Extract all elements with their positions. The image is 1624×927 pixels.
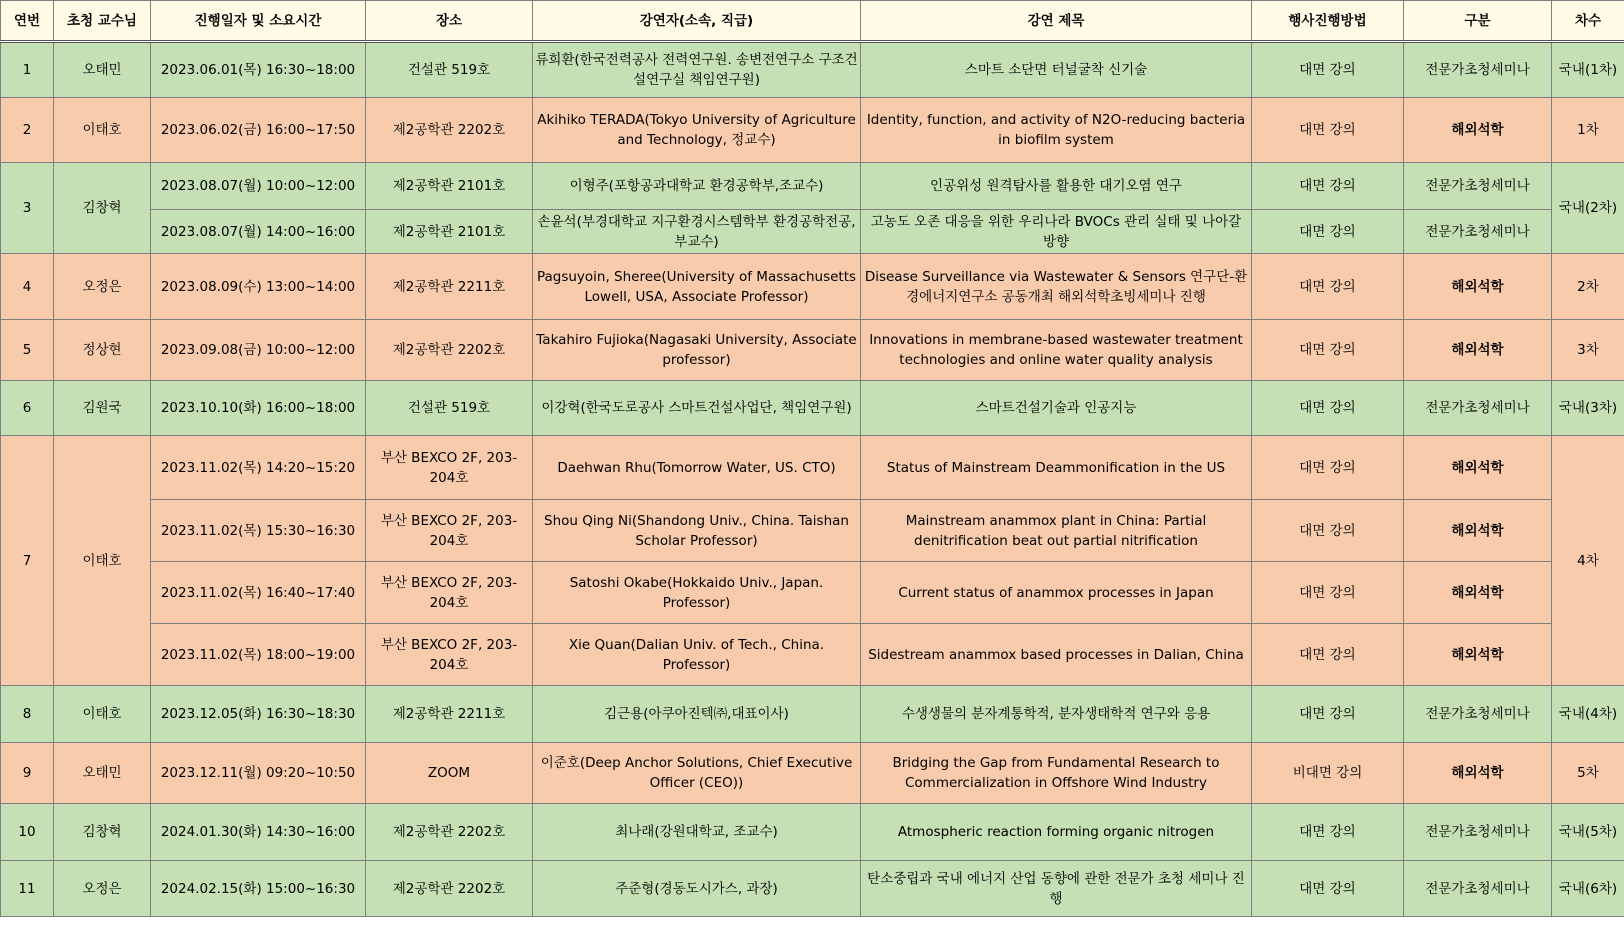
cell-category: 전문가초청세미나 [1404, 861, 1552, 917]
cell-round: 3차 [1552, 320, 1624, 381]
cell-place: 부산 BEXCO 2F, 203-204호 [366, 436, 533, 500]
cell-round: 국내(3차) [1552, 381, 1624, 436]
cell-date: 2023.11.02(목) 18:00~19:00 [151, 624, 366, 686]
cell-place: 부산 BEXCO 2F, 203-204호 [366, 500, 533, 562]
table-row [1, 804, 1624, 861]
cell-speaker: Shou Qing Ni(Shandong Univ., China. Taishan Scholar Professor) [533, 500, 861, 562]
cell-method: 대면 강의 [1252, 861, 1404, 917]
cell-prof: 김창혁 [54, 163, 151, 254]
cell-no: 5 [1, 320, 54, 381]
table-row [1, 562, 1624, 624]
cell-prof: 정상현 [54, 320, 151, 381]
cell-method: 대면 강의 [1252, 98, 1404, 163]
cell-category: 해외석학 [1404, 436, 1552, 500]
cell-date: 2023.08.07(월) 14:00~16:00 [151, 210, 366, 254]
header-row [1, 1, 1624, 42]
cell-round: 국내(6차) [1552, 861, 1624, 917]
cell-date: 2024.02.15(화) 15:00~16:30 [151, 861, 366, 917]
cell-title: 스마트 소단면 터널굴착 신기술 [861, 42, 1252, 98]
cell-date: 2023.11.02(목) 15:30~16:30 [151, 500, 366, 562]
cell-place: ZOOM [366, 743, 533, 804]
cell-round: 5차 [1552, 743, 1624, 804]
cell-date: 2023.09.08(금) 10:00~12:00 [151, 320, 366, 381]
cell-date: 2023.11.02(목) 14:20~15:20 [151, 436, 366, 500]
cell-prof: 오정은 [54, 254, 151, 320]
cell-category: 해외석학 [1404, 500, 1552, 562]
cell-method: 대면 강의 [1252, 686, 1404, 743]
cell-place: 부산 BEXCO 2F, 203-204호 [366, 562, 533, 624]
cell-prof: 이태호 [54, 98, 151, 163]
table-row [1, 381, 1624, 436]
cell-title: Bridging the Gap from Fundamental Research to Commercialization in Offshore Wind Industry [861, 743, 1252, 804]
cell-title: Disease Surveillance via Wastewater & Sensors 연구단-환경에너지연구소 공동개최 해외석학초빙세미나 진행 [861, 254, 1252, 320]
cell-method: 대면 강의 [1252, 42, 1404, 98]
cell-no: 8 [1, 686, 54, 743]
cell-method: 비대면 강의 [1252, 743, 1404, 804]
header-prof: 초청 교수님 [54, 1, 151, 42]
cell-category: 해외석학 [1404, 320, 1552, 381]
cell-title: 고농도 오존 대응을 위한 우리나라 BVOCs 관리 실태 및 나아갈 방향 [861, 210, 1252, 254]
table-row [1, 436, 1624, 500]
cell-date: 2023.11.02(목) 16:40~17:40 [151, 562, 366, 624]
cell-category: 전문가초청세미나 [1404, 686, 1552, 743]
cell-speaker: 류희환(한국전력공사 전력연구원. 송변전연구소 구조건설연구실 책임연구원) [533, 42, 861, 98]
header-place: 장소 [366, 1, 533, 42]
cell-method: 대면 강의 [1252, 436, 1404, 500]
cell-no: 4 [1, 254, 54, 320]
cell-title: 인공위성 원격탐사를 활용한 대기오염 연구 [861, 163, 1252, 210]
table-row [1, 320, 1624, 381]
cell-no: 1 [1, 42, 54, 98]
cell-round: 2차 [1552, 254, 1624, 320]
table-row [1, 743, 1624, 804]
cell-date: 2024.01.30(화) 14:30~16:00 [151, 804, 366, 861]
header-no: 연번 [1, 1, 54, 42]
cell-category: 전문가초청세미나 [1404, 163, 1552, 210]
cell-title: Atmospheric reaction forming organic nitrogen [861, 804, 1252, 861]
cell-place: 제2공학관 2202호 [366, 861, 533, 917]
cell-date: 2023.08.09(수) 13:00~14:00 [151, 254, 366, 320]
cell-speaker: 이준호(Deep Anchor Solutions, Chief Executive Officer (CEO)) [533, 743, 861, 804]
table-row [1, 686, 1624, 743]
cell-title: 스마트건설기술과 인공지능 [861, 381, 1252, 436]
cell-prof: 이태호 [54, 436, 151, 686]
cell-title: Identity, function, and activity of N2O-reducing bacteria in biofilm system [861, 98, 1252, 163]
cell-method: 대면 강의 [1252, 210, 1404, 254]
cell-no: 2 [1, 98, 54, 163]
cell-method: 대면 강의 [1252, 562, 1404, 624]
cell-no: 9 [1, 743, 54, 804]
cell-category: 해외석학 [1404, 98, 1552, 163]
cell-category: 전문가초청세미나 [1404, 381, 1552, 436]
cell-place: 제2공학관 2211호 [366, 254, 533, 320]
cell-category: 전문가초청세미나 [1404, 804, 1552, 861]
cell-round: 국내(2차) [1552, 163, 1624, 254]
cell-round: 국내(1차) [1552, 42, 1624, 98]
cell-category: 해외석학 [1404, 624, 1552, 686]
table-row [1, 98, 1624, 163]
cell-date: 2023.08.07(월) 10:00~12:00 [151, 163, 366, 210]
cell-place: 제2공학관 2202호 [366, 320, 533, 381]
table-row [1, 210, 1624, 254]
cell-speaker: Akihiko TERADA(Tokyo University of Agriculture and Technology, 정교수) [533, 98, 861, 163]
cell-round: 4차 [1552, 436, 1624, 686]
header-round: 차수 [1552, 1, 1624, 42]
table-row [1, 500, 1624, 562]
cell-prof: 이태호 [54, 686, 151, 743]
cell-category: 전문가초청세미나 [1404, 210, 1552, 254]
cell-place: 제2공학관 2202호 [366, 804, 533, 861]
cell-place: 건설관 519호 [366, 42, 533, 98]
cell-round: 1차 [1552, 98, 1624, 163]
table-row [1, 163, 1624, 210]
cell-speaker: 최나래(강원대학교, 조교수) [533, 804, 861, 861]
header-category: 구분 [1404, 1, 1552, 42]
cell-no: 7 [1, 436, 54, 686]
cell-place: 제2공학관 2202호 [366, 98, 533, 163]
cell-speaker: Daehwan Rhu(Tomorrow Water, US. CTO) [533, 436, 861, 500]
cell-speaker: 이강혁(한국도로공사 스마트건설사업단, 책임연구원) [533, 381, 861, 436]
cell-method: 대면 강의 [1252, 163, 1404, 210]
table-row [1, 254, 1624, 320]
cell-title: 탄소중립과 국내 에너지 산업 동향에 관한 전문가 초청 세미나 진행 [861, 861, 1252, 917]
cell-prof: 오정은 [54, 861, 151, 917]
table-row [1, 624, 1624, 686]
cell-place: 제2공학관 2101호 [366, 163, 533, 210]
cell-speaker: 손윤석(부경대학교 지구환경시스템학부 환경공학전공, 부교수) [533, 210, 861, 254]
header-title: 강연 제목 [861, 1, 1252, 42]
cell-date: 2023.10.10(화) 16:00~18:00 [151, 381, 366, 436]
cell-category: 해외석학 [1404, 743, 1552, 804]
cell-method: 대면 강의 [1252, 804, 1404, 861]
cell-place: 제2공학관 2101호 [366, 210, 533, 254]
table-row [1, 42, 1624, 98]
cell-prof: 오태민 [54, 42, 151, 98]
cell-method: 대면 강의 [1252, 254, 1404, 320]
cell-place: 제2공학관 2211호 [366, 686, 533, 743]
cell-title: Innovations in membrane-based wastewater treatment technologies and online water quality analysis [861, 320, 1252, 381]
cell-no: 10 [1, 804, 54, 861]
cell-prof: 김창혁 [54, 804, 151, 861]
header-speaker: 강연자(소속, 직급) [533, 1, 861, 42]
cell-speaker: Satoshi Okabe(Hokkaido Univ., Japan. Professor) [533, 562, 861, 624]
cell-no: 3 [1, 163, 54, 254]
cell-method: 대면 강의 [1252, 320, 1404, 381]
cell-date: 2023.12.05(화) 16:30~18:30 [151, 686, 366, 743]
table-row [1, 861, 1624, 917]
cell-title: Sidestream anammox based processes in Dalian, China [861, 624, 1252, 686]
cell-prof: 김원국 [54, 381, 151, 436]
header-date: 진행일자 및 소요시간 [151, 1, 366, 42]
cell-place: 부산 BEXCO 2F, 203-204호 [366, 624, 533, 686]
cell-method: 대면 강의 [1252, 381, 1404, 436]
cell-category: 해외석학 [1404, 254, 1552, 320]
cell-round: 국내(4차) [1552, 686, 1624, 743]
cell-place: 건설관 519호 [366, 381, 533, 436]
cell-prof: 오태민 [54, 743, 151, 804]
cell-speaker: Pagsuyoin, Sheree(University of Massachusetts Lowell, USA, Associate Professor) [533, 254, 861, 320]
cell-speaker: 주준형(경동도시가스, 과장) [533, 861, 861, 917]
cell-date: 2023.06.02(금) 16:00~17:50 [151, 98, 366, 163]
cell-category: 전문가초청세미나 [1404, 42, 1552, 98]
cell-method: 대면 강의 [1252, 500, 1404, 562]
cell-title: Mainstream anammox plant in China: Partial denitrification beat out partial nitrification [861, 500, 1252, 562]
cell-speaker: 이형주(포항공과대학교 환경공학부,조교수) [533, 163, 861, 210]
cell-round: 국내(5차) [1552, 804, 1624, 861]
cell-speaker: 김근용(아쿠아진텍㈜,대표이사) [533, 686, 861, 743]
cell-category: 해외석학 [1404, 562, 1552, 624]
cell-title: 수생생물의 분자계통학적, 분자생태학적 연구와 응용 [861, 686, 1252, 743]
cell-date: 2023.12.11(월) 09:20~10:50 [151, 743, 366, 804]
cell-no: 11 [1, 861, 54, 917]
cell-date: 2023.06.01(목) 16:30~18:00 [151, 42, 366, 98]
header-method: 행사진행방법 [1252, 1, 1404, 42]
cell-title: Status of Mainstream Deammonification in the US [861, 436, 1252, 500]
cell-speaker: Takahiro Fujioka(Nagasaki University, Associate professor) [533, 320, 861, 381]
cell-no: 6 [1, 381, 54, 436]
cell-title: Current status of anammox processes in Japan [861, 562, 1252, 624]
cell-method: 대면 강의 [1252, 624, 1404, 686]
cell-speaker: Xie Quan(Dalian Univ. of Tech., China. Professor) [533, 624, 861, 686]
